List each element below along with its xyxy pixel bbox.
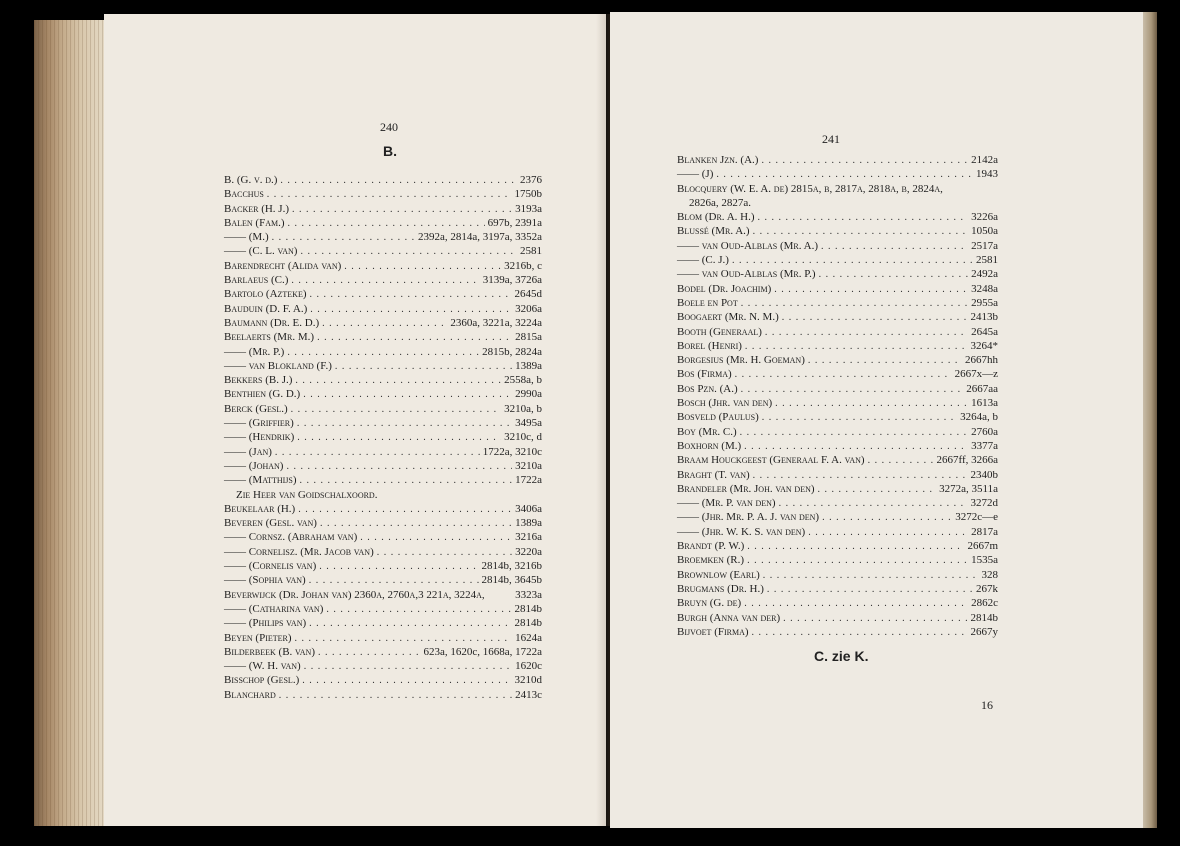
entry-reference: 2142a [971, 154, 998, 166]
dot-leader [286, 460, 512, 474]
entry-label: —— (Philips van) [224, 617, 307, 630]
index-entry [224, 244, 542, 258]
entry-reference: 2955a [971, 296, 998, 309]
dot-leader [744, 440, 968, 454]
entry-reference: 1943 [976, 168, 998, 181]
dot-leader [318, 646, 420, 660]
entry-reference: 697b, 2391a [487, 216, 542, 229]
entry-reference: 1620c [515, 660, 542, 673]
entry-label: Backer (H. J.) [224, 202, 290, 215]
index-entry [677, 539, 998, 553]
dot-leader [360, 531, 512, 545]
entry-reference: 1624a [515, 631, 542, 644]
dot-leader [808, 526, 968, 540]
entry-label: Bartolo (Azteke) [224, 288, 307, 301]
index-entry [677, 339, 998, 353]
entry-reference: 3272d [970, 497, 998, 510]
dot-leader [292, 203, 512, 217]
index-entry [224, 302, 542, 316]
entry-label: Braght (T. van) [677, 468, 750, 481]
entry-label: Beyen (Pieter) [224, 631, 292, 644]
index-entry [677, 453, 998, 467]
dot-leader [303, 388, 512, 402]
entry-label: Blussé (Mr. A.) [677, 225, 750, 238]
dot-leader [322, 317, 447, 331]
entry-reference: 2862c [971, 597, 998, 610]
dot-leader [326, 603, 511, 617]
dot-leader [740, 426, 968, 440]
dot-leader [279, 689, 512, 703]
entry-reference: 3272c—e [955, 511, 998, 524]
book-right-page-edges [1143, 12, 1157, 828]
page-number: 240 [380, 120, 398, 134]
entry-reference: 3264a, b [960, 411, 998, 424]
dot-leader [310, 288, 512, 302]
dot-leader [774, 283, 968, 297]
dot-leader [783, 612, 967, 626]
index-entry [677, 553, 998, 567]
index-entry [677, 196, 998, 210]
entry-reference: 3264* [970, 339, 998, 352]
index-entry [224, 502, 542, 516]
dot-leader [765, 326, 968, 340]
index-entry [677, 596, 998, 610]
index-entry [677, 482, 998, 496]
index-column [224, 173, 542, 702]
index-entry [224, 516, 542, 530]
entry-reference: 267k [976, 582, 998, 595]
entry-reference: 2558a, b [504, 374, 542, 387]
entry-reference: 1050a [971, 225, 998, 238]
index-entry [677, 367, 998, 381]
index-entry [677, 282, 998, 296]
entry-label: Boxhorn (M.) [677, 439, 742, 452]
entry-reference: 3210a, b [504, 402, 542, 415]
entry-label: —— (Sophia van) [224, 574, 306, 587]
entry-reference: 2581 [976, 254, 998, 267]
entry-reference: 2492a [971, 268, 998, 281]
dot-leader [762, 411, 957, 425]
index-column [677, 153, 998, 639]
dot-leader [291, 403, 501, 417]
entry-label: Blocquery (W. E. A. de) 2815a, b, 2817a, 2818a, b, 2824a, [677, 182, 943, 195]
index-entry [677, 468, 998, 482]
entry-label: Bauduin (D. F. A.) [224, 302, 308, 315]
dot-leader [747, 540, 964, 554]
entry-reference: 2413b [970, 311, 998, 324]
index-entry [224, 488, 542, 502]
entry-reference: 2814b [514, 617, 542, 630]
entry-reference: 3139a, 3726a [482, 274, 542, 287]
entry-label: —— (C. J.) [677, 254, 729, 267]
entry-reference: 3210a [515, 459, 542, 472]
index-entry [677, 210, 998, 224]
index-entry [677, 153, 998, 167]
index-entry [224, 688, 542, 702]
entry-label: Bilderbeek (B. van) [224, 645, 315, 658]
dot-leader [335, 360, 512, 374]
entry-reference: 2817a [971, 525, 998, 538]
entry-reference: 1535a [971, 554, 998, 567]
entry-label: —— van Oud-Alblas (Mr. P.) [677, 268, 816, 281]
entry-reference: 3226a [971, 211, 998, 224]
dot-leader [320, 517, 512, 531]
entry-reference: 3220a [515, 545, 542, 558]
dot-leader [300, 245, 517, 259]
entry-reference: 1389a [515, 359, 542, 372]
dot-leader [272, 231, 415, 245]
dot-leader [821, 240, 968, 254]
entry-reference: 2814b, 3216b [481, 560, 542, 573]
index-entry [677, 310, 998, 324]
dot-leader [752, 626, 968, 640]
entry-label: B. (G. v. d.) [224, 174, 278, 186]
entry-reference: 2667aa [966, 382, 998, 395]
entry-label: —— (Jan) [224, 445, 272, 458]
entry-label: Boele en Pot [677, 296, 738, 309]
entry-reference: 2667ff, 3266a [936, 454, 998, 467]
dot-leader [819, 268, 969, 282]
entry-label: Barendrecht (Alida van) [224, 259, 342, 272]
dot-leader [297, 431, 501, 445]
dot-leader [818, 483, 937, 497]
dot-leader [319, 560, 478, 574]
dot-leader [267, 188, 512, 202]
entry-label: —— (C. L. van) [224, 245, 298, 258]
dot-leader [302, 674, 511, 688]
entry-label: Blanchard [224, 688, 276, 701]
entry-reference: 328 [981, 568, 998, 581]
index-entry [224, 230, 542, 244]
entry-label: Balen (Fam.) [224, 216, 285, 229]
entry-reference: 3323a [515, 588, 542, 601]
index-entry [224, 402, 542, 416]
entry-label: Borel (Henri) [677, 339, 742, 352]
entry-label: Bekkers (B. J.) [224, 374, 293, 387]
entry-reference: 2667m [967, 540, 998, 553]
index-entry [677, 439, 998, 453]
entry-label: Beveren (Gesl. van) [224, 517, 317, 530]
entry-label: —— (Mr. P. van den) [677, 497, 776, 510]
dot-leader [779, 497, 968, 511]
index-entry [224, 631, 542, 645]
index-entry [677, 325, 998, 339]
entry-label: Beverwijck (Dr. Johan van) 2360a, 2760a,3 221a, 3224a, [224, 588, 485, 601]
index-entry [224, 659, 542, 673]
index-entry [677, 239, 998, 253]
dot-leader [288, 217, 485, 231]
dot-leader [868, 454, 934, 468]
entry-label: Bruyn (G. de) [677, 597, 742, 610]
entry-label: Bosveld (Paulus) [677, 411, 759, 424]
dot-leader [344, 260, 501, 274]
entry-label: Boogaert (Mr. N. M.) [677, 311, 779, 324]
index-entry [224, 645, 542, 659]
index-entry [677, 496, 998, 510]
entry-label: —— (Matthijs) [224, 474, 297, 487]
index-entry [224, 588, 542, 602]
entry-label: Benthien (G. D.) [224, 388, 301, 401]
entry-reference: 2990a [515, 388, 542, 401]
dot-leader [763, 569, 979, 583]
dot-leader [761, 154, 968, 168]
dot-leader [735, 368, 952, 382]
entry-reference: 2815a [515, 331, 542, 344]
dot-leader [732, 254, 973, 268]
entry-label: Bos Pzn. (A.) [677, 382, 738, 395]
entry-reference: 2760a [971, 425, 998, 438]
entry-label: Bisschop (Gesl.) [224, 674, 300, 687]
index-entry [224, 602, 542, 616]
entry-label: Berck (Gesl.) [224, 402, 288, 415]
index-entry [224, 459, 542, 473]
entry-reference: 623a, 1620c, 1668a, 1722a [423, 645, 542, 658]
entry-label: —— van Blokland (F.) [224, 359, 332, 372]
entry-reference: 3248a [971, 282, 998, 295]
dot-leader [767, 583, 973, 597]
dot-leader [291, 274, 479, 288]
entry-reference: 3210d [514, 674, 542, 687]
entry-label: Baumann (Dr. E. D.) [224, 316, 320, 329]
index-entry [677, 410, 998, 424]
dot-leader [744, 597, 968, 611]
index-entry [224, 345, 542, 359]
entry-reference: 2340b [970, 468, 998, 481]
dot-leader [295, 374, 501, 388]
dot-leader [317, 331, 512, 345]
index-entry [224, 673, 542, 687]
entry-reference: 3272a, 3511a [939, 482, 998, 495]
index-entry [224, 273, 542, 287]
dot-leader [716, 168, 973, 182]
index-entry [224, 259, 542, 273]
entry-label: —— (Cornelis van) [224, 560, 317, 573]
entry-reference: 2815b, 2824a [482, 345, 542, 358]
entry-reference: 3377a [971, 439, 998, 452]
entry-label: Brandt (P. W.) [677, 540, 745, 553]
index-entry [677, 396, 998, 410]
index-entry [224, 373, 542, 387]
index-entry [224, 573, 542, 587]
entry-label: Braam Houckgeest (Generaal F. A. van) [677, 454, 865, 467]
index-entry [224, 187, 542, 201]
index-entry [677, 353, 998, 367]
left-page [104, 14, 606, 826]
entry-reference: 2667hh [965, 354, 998, 367]
entry-label: —— Cornelisz. (Mr. Jacob van) [224, 545, 374, 558]
dot-leader [745, 340, 968, 354]
index-entry [224, 416, 542, 430]
index-entry [224, 387, 542, 401]
entry-label: Brugmans (Dr. H.) [677, 582, 764, 595]
index-entry [224, 473, 542, 487]
entry-label: —— (Catharina van) [224, 602, 324, 615]
entry-reference: 3495a [515, 417, 542, 430]
index-entry [224, 616, 542, 630]
index-entry [224, 173, 542, 187]
dot-leader [287, 346, 479, 360]
index-entry [677, 382, 998, 396]
entry-reference: 2581 [520, 245, 542, 258]
dot-leader [741, 383, 964, 397]
entry-label: Bijvoet (Firma) [677, 625, 749, 638]
entry-label: 2826a, 2827a. [689, 196, 752, 209]
entry-reference: 1613a [971, 397, 998, 410]
entry-reference: 2645a [971, 325, 998, 338]
right-page [610, 12, 1146, 828]
book-left-page-edges [34, 20, 108, 826]
entry-reference: 2517a [971, 239, 998, 252]
entry-label: —— (Jhr. W. K. S. van den) [677, 525, 806, 538]
entry-reference: 2667x—z [954, 368, 998, 381]
dot-leader [310, 303, 512, 317]
entry-reference: 1389a [515, 517, 542, 530]
index-entry [224, 445, 542, 459]
dot-leader [808, 354, 962, 368]
dot-leader [753, 469, 968, 483]
dot-leader [297, 417, 512, 431]
index-entry [677, 167, 998, 181]
entry-label: —— van Oud-Alblas (Mr. A.) [677, 239, 819, 252]
entry-label: Burgh (Anna van der) [677, 611, 781, 624]
entry-label: Booth (Generaal) [677, 325, 762, 338]
entry-label: Beelaerts (Mr. M.) [224, 331, 315, 344]
entry-label: —— (Hendrik) [224, 431, 295, 444]
index-entry [677, 224, 998, 238]
dot-leader [298, 503, 512, 517]
index-entry [224, 430, 542, 444]
entry-reference: 2814b [970, 611, 998, 624]
index-entry [224, 316, 542, 330]
entry-label: —— Cornsz. (Abraham van) [224, 531, 358, 544]
dot-leader [295, 632, 513, 646]
index-entry [224, 202, 542, 216]
entry-reference: 3216a [515, 531, 542, 544]
entry-reference: 1750b [514, 188, 542, 201]
entry-reference: 3193a [515, 202, 542, 215]
index-entry [677, 625, 998, 639]
entry-label: —— (Jhr. Mr. P. A. J. van den) [677, 511, 820, 524]
dot-leader [782, 311, 968, 325]
entry-reference: 3406a [515, 502, 542, 515]
page-number: 241 [822, 132, 840, 146]
dot-leader [275, 446, 480, 460]
dot-leader [304, 660, 512, 674]
index-entry [677, 568, 998, 582]
dot-leader [822, 511, 952, 525]
entry-label: —— (W. H. van) [224, 660, 301, 673]
entry-reference: 2814b [514, 602, 542, 615]
entry-label: —— (Johan) [224, 459, 284, 472]
entry-reference: 2392a, 2814a, 3197a, 3352a [417, 231, 542, 244]
entry-reference: 2413c [515, 688, 542, 701]
index-entry [677, 267, 998, 281]
dot-leader [758, 211, 969, 225]
entry-reference: 3206a [515, 302, 542, 315]
index-entry [677, 611, 998, 625]
dot-leader [309, 574, 479, 588]
entry-reference: 2360a, 3221a, 3224a [450, 316, 542, 329]
dot-leader [280, 174, 517, 188]
index-entry [224, 359, 542, 373]
entry-label: Bos (Firma) [677, 368, 732, 381]
entry-label: Broemken (R.) [677, 554, 745, 567]
entry-reference: 1722a, 3210c [482, 445, 542, 458]
dot-leader [309, 617, 511, 631]
entry-label: Barlaeus (C.) [224, 274, 289, 287]
section-heading: B. [383, 143, 397, 159]
signature-mark: 16 [981, 698, 993, 712]
entry-reference: 3216b, c [504, 259, 542, 272]
entry-label: Boy (Mr. C.) [677, 425, 737, 438]
entry-label: —— (Griffier) [224, 417, 294, 430]
entry-label: Brandeler (Mr. Joh. van den) [677, 482, 815, 495]
dot-leader [300, 474, 513, 488]
index-entry [224, 545, 542, 559]
index-entry [224, 330, 542, 344]
index-entry [224, 216, 542, 230]
index-entry [677, 510, 998, 524]
entry-reference: 1722a [515, 474, 542, 487]
entry-reference: 2667y [970, 625, 998, 638]
dot-leader [741, 297, 968, 311]
see-also-reference: Zie Heer van Goidschalxoord. [236, 488, 378, 501]
entry-label: —— (Mr. P.) [224, 345, 285, 358]
entry-label: Brownlow (Earl) [677, 568, 760, 581]
index-entry [677, 525, 998, 539]
entry-label: —— (J) [677, 168, 714, 181]
entry-reference: 3210c, d [504, 431, 542, 444]
dot-leader [377, 546, 512, 560]
entry-reference: 2645d [514, 288, 542, 301]
index-entry [677, 182, 998, 196]
entry-label: Borgesius (Mr. H. Goeman) [677, 354, 805, 367]
entry-label: Bodel (Dr. Joachim) [677, 282, 772, 295]
dot-leader [753, 225, 969, 239]
index-entry [677, 582, 998, 596]
entry-label: Bacchus [224, 188, 264, 201]
index-entry [677, 425, 998, 439]
entry-label: —— (M.) [224, 231, 269, 244]
dot-leader [775, 397, 968, 411]
entry-reference: 2376 [520, 174, 542, 186]
entry-label: Blanken Jzn. (A.) [677, 154, 759, 166]
dot-leader [747, 554, 968, 568]
index-entry [224, 287, 542, 301]
closing-heading: C. zie K. [814, 648, 869, 664]
entry-reference: 2814b, 3645b [481, 574, 542, 587]
entry-label: Bosch (Jhr. van den) [677, 397, 773, 410]
entry-label: Beukelaar (H.) [224, 502, 296, 515]
entry-label: Blom (Dr. A. H.) [677, 211, 755, 224]
index-entry [677, 296, 998, 310]
index-entry [677, 253, 998, 267]
index-entry [224, 530, 542, 544]
index-entry [224, 559, 542, 573]
